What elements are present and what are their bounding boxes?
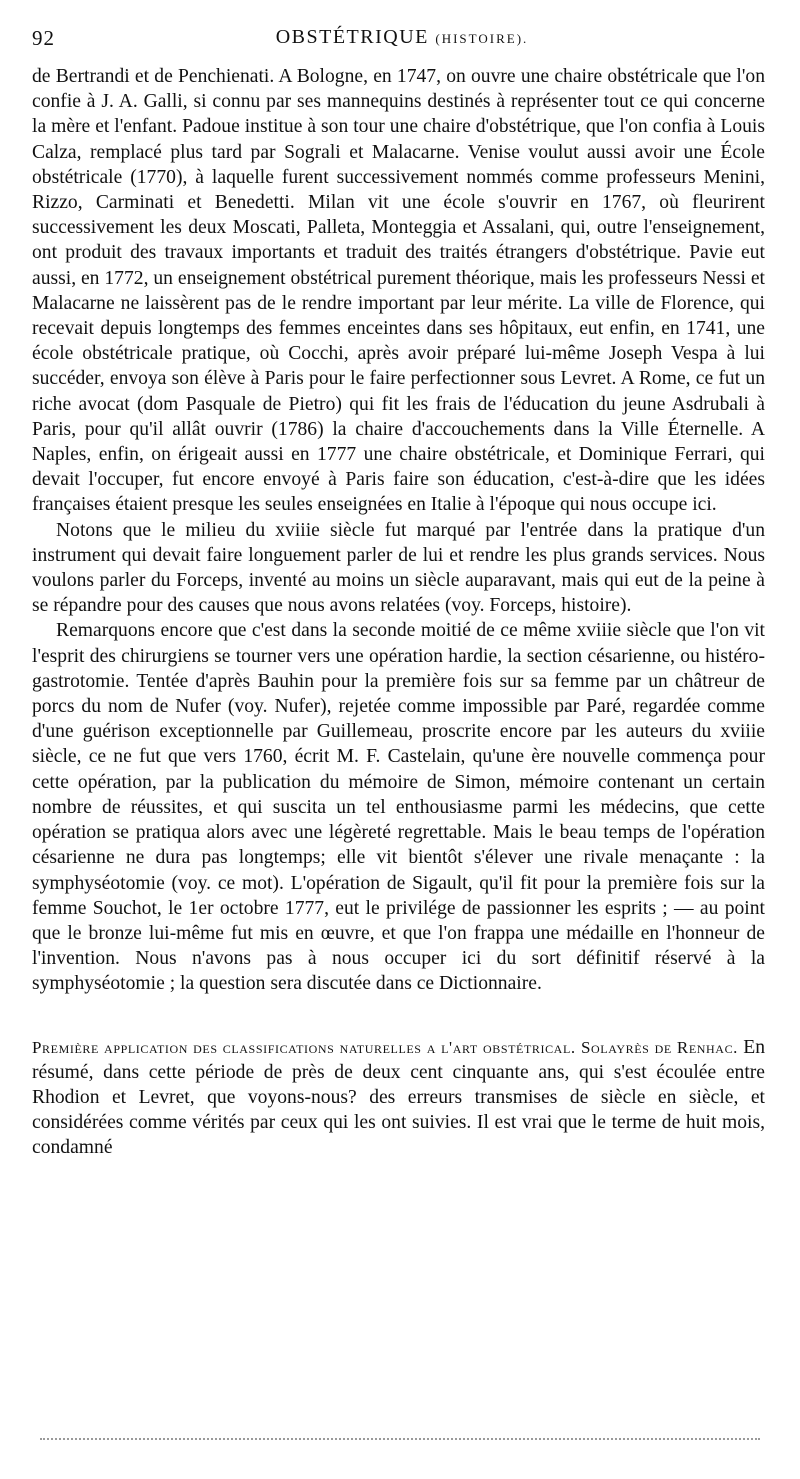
section-text: En résumé, dans cette période de près de deux cent cinquante ans, qui s'est écoulée entre Rhodion et Levret, que voyons-nous? des erreurs transmises de siècle en siècle, et considérées comme vérités par ceux qui les ont suivies. Il est vrai que le terme de huit mois, condamné (32, 1036, 765, 1159)
section-paragraph (32, 1035, 765, 1161)
section-gap (32, 997, 765, 1035)
running-header (32, 24, 772, 58)
section-subheading: Solayrès de Renhac. (580, 1037, 739, 1057)
running-title (32, 26, 772, 49)
paragraph-1: de Bertrandi et de Penchienati. A Bologne, en 1747, on ouvre une chaire obstétricale que l'on confie à J. A. Galli, si connu par ses mannequins destinés à représenter tout ce qui concerne la mère et l'enfant. Padoue institue à son tour une chaire d'obstétrique, que l'on confia à Louis Calza, remplacé plus tard par Sograli et Malacarne. Venise voulut aussi avoir une École obstétricale (1770), à laquelle furent successivement nommés comme professeurs Menini, Rizzo, Carminati et Benedetti. Milan vit une école s'ouvrir en 1767, où fleurirent successivement les deux Moscati, Palleta, Monteggia et Assalani, qui, outre l'enseignement, ont produit des travaux importants et traduit des traités étrangers d'obstétrique. Pavie eut aussi, en 1772, un enseignement obstétrical purement théorique, mais les professeurs Nessi et Malacarne ne laissèrent pas de le rendre important par leur mérite. La ville de Florence, qui recevait depuis longtemps des femmes enceintes dans ses hôpitaux, eut enfin, en 1741, une école obstétricale pratique, où Cocchi, après avoir préparé lui-même Joseph Vespa à lui succéder, envoya son élève à Paris pour le faire perfectionner sous Levret. A Rome, ce fut un riche avocat (dom Pasquale de Pietro) qui fit les frais de l'éducation du jeune Asdrubali à Paris, pour qu'il allât ouvrir (1786) la chaire d'accouchements dans la Ville Éternelle. A Naples, enfin, on érigeait aussi en 1777 une chaire obstétricale, et Dominique Ferrari, qui devait l'occuper, fut encore envoyé à Paris faire son éducation, c'est-à-dire que les idées françaises étaient presque les seules enseignées en Italie à l'époque qui nous occupe ici. (32, 66, 765, 516)
page-number: 92 (32, 26, 55, 50)
running-title-main: OBSTÉTRIQUE (275, 26, 429, 48)
body-text (32, 64, 765, 1161)
running-title-subtitle: (HISTOIRE). (435, 31, 529, 46)
paragraph-3: Remarquons encore que c'est dans la seconde moitié de ce même xviiie siècle que l'on vit l'esprit des chirurgiens se tourner vers une opération hardie, la section césarienne, ou histéro-gastrotomie. Tentée d'après Bauhin pour la première fois sur sa femme par un châtreur de porcs du nom de Nufer (voy. Nufer), rejetée comme impossible par Paré, regardée comme d'une guérison exceptionnelle par Guillemeau, proscrite encore par les auteurs du xviiie siècle, ce ne fut que vers 1760, écrit M. F. Castelain, qu'une ère nouvelle commença pour cette opération, par la publication du mémoire de Simon, mémoire contenant un certain nombre de réussites, et qui suscita un tel enthousiasme parmi les médecins, que cette opération se pratiqua alors avec une légèreté regrettable. Mais le beau temps de l'opération césarienne ne dura pas longtemps; elle vit bientôt s'élever une rivale menaçante : la symphyséotomie (voy. ce mot). L'opération de Sigault, qu'il fit pour la première fois sur la femme Souchot, le 1er octobre 1777, eut le privilége de passionner les esprits ; — au point que le bronze lui-même fut mis en œuvre, et que l'on frappa une médaille en l'honneur de l'invention. Nous n'avons pas à nous occuper ici du sort définitif réservé à la symphyséotomie ; la question sera discutée dans ce Dictionnaire. (32, 620, 765, 995)
paragraph-2: Notons que le milieu du xviiie siècle fut marqué par l'entrée dans la pratique d'un instrument qui devait faire longuement parler de lui et rendre les plus grands services. Nous voulons parler du Forceps, inventé au moins un siècle auparavant, mais qui eut de la peine à se répandre pour des causes que nous avons relatées (voy. Forceps, histoire). (32, 519, 765, 617)
section-heading: Première application des classifications naturelles a l'art obstétrical. (32, 1037, 576, 1057)
footer-dotted-rule (40, 1438, 760, 1440)
